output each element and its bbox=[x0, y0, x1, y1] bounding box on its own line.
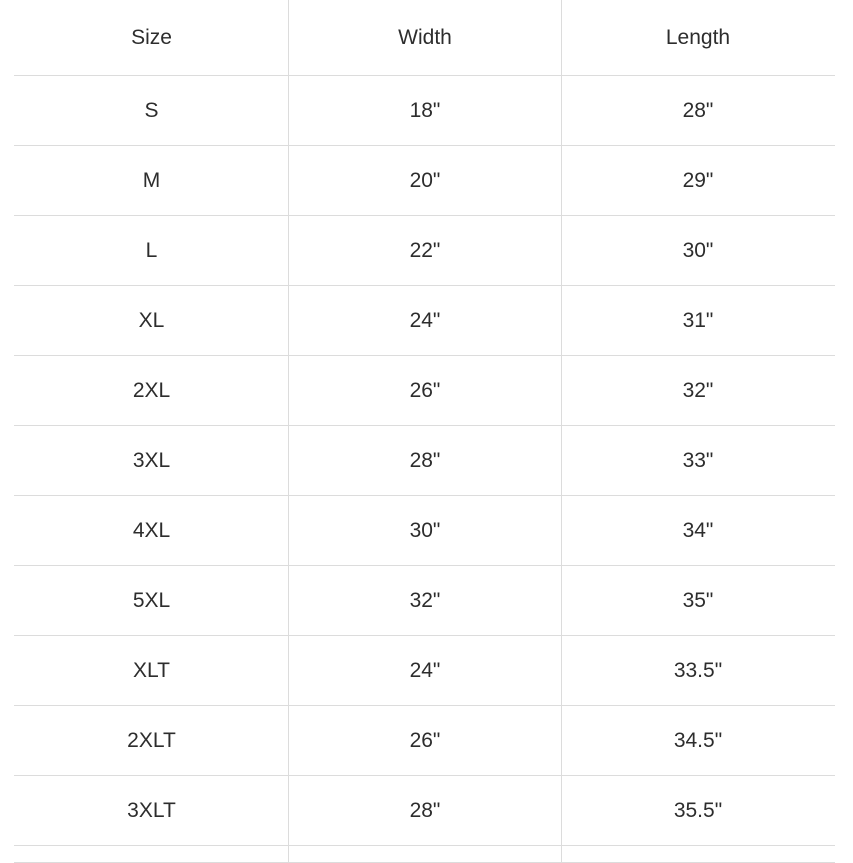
cell-size: 2XL bbox=[15, 356, 289, 426]
cell-length: 31" bbox=[562, 286, 835, 356]
cell-length: 29" bbox=[562, 146, 835, 216]
cell-width: 30" bbox=[289, 496, 562, 566]
cell-size: 3XLT bbox=[15, 776, 289, 846]
table-body bbox=[15, 76, 835, 863]
cell-length: 34" bbox=[562, 496, 835, 566]
cell-length: 30" bbox=[562, 216, 835, 286]
cell-length: 35.5" bbox=[562, 776, 835, 846]
cell-width: 28" bbox=[289, 426, 562, 496]
cell-length bbox=[562, 846, 835, 863]
cell-length: 32" bbox=[562, 356, 835, 426]
table-header bbox=[15, 1, 835, 76]
cell-length: 33" bbox=[562, 426, 835, 496]
cell-width: 26" bbox=[289, 706, 562, 776]
cell-size: 2XLT bbox=[15, 706, 289, 776]
table-row bbox=[15, 566, 835, 636]
column-header-length: Length bbox=[562, 1, 835, 76]
cell-size: M bbox=[15, 146, 289, 216]
cell-width: 28" bbox=[289, 776, 562, 846]
table-row bbox=[15, 636, 835, 706]
cell-width bbox=[289, 846, 562, 863]
cell-width: 24" bbox=[289, 636, 562, 706]
table-row bbox=[15, 216, 835, 286]
cell-length: 35" bbox=[562, 566, 835, 636]
cell-width: 20" bbox=[289, 146, 562, 216]
cell-size: 3XL bbox=[15, 426, 289, 496]
table-row bbox=[15, 496, 835, 566]
table-header-row bbox=[15, 1, 835, 76]
size-chart-table bbox=[14, 0, 835, 863]
cell-size bbox=[15, 846, 289, 863]
table-row bbox=[15, 426, 835, 496]
cell-size: 5XL bbox=[15, 566, 289, 636]
cell-size: XL bbox=[15, 286, 289, 356]
column-header-width: Width bbox=[289, 1, 562, 76]
cell-width: 24" bbox=[289, 286, 562, 356]
table-row bbox=[15, 286, 835, 356]
cell-width: 26" bbox=[289, 356, 562, 426]
table-row bbox=[15, 706, 835, 776]
cell-length: 33.5" bbox=[562, 636, 835, 706]
table-row bbox=[15, 356, 835, 426]
table-row bbox=[15, 776, 835, 846]
cell-size: S bbox=[15, 76, 289, 146]
cell-size: XLT bbox=[15, 636, 289, 706]
cell-length: 34.5" bbox=[562, 706, 835, 776]
cell-width: 18" bbox=[289, 76, 562, 146]
table-row bbox=[15, 146, 835, 216]
cell-length: 28" bbox=[562, 76, 835, 146]
column-header-size: Size bbox=[15, 1, 289, 76]
cell-width: 32" bbox=[289, 566, 562, 636]
table-row bbox=[15, 76, 835, 146]
table-row-partial bbox=[15, 846, 835, 863]
cell-width: 22" bbox=[289, 216, 562, 286]
cell-size: 4XL bbox=[15, 496, 289, 566]
cell-size: L bbox=[15, 216, 289, 286]
